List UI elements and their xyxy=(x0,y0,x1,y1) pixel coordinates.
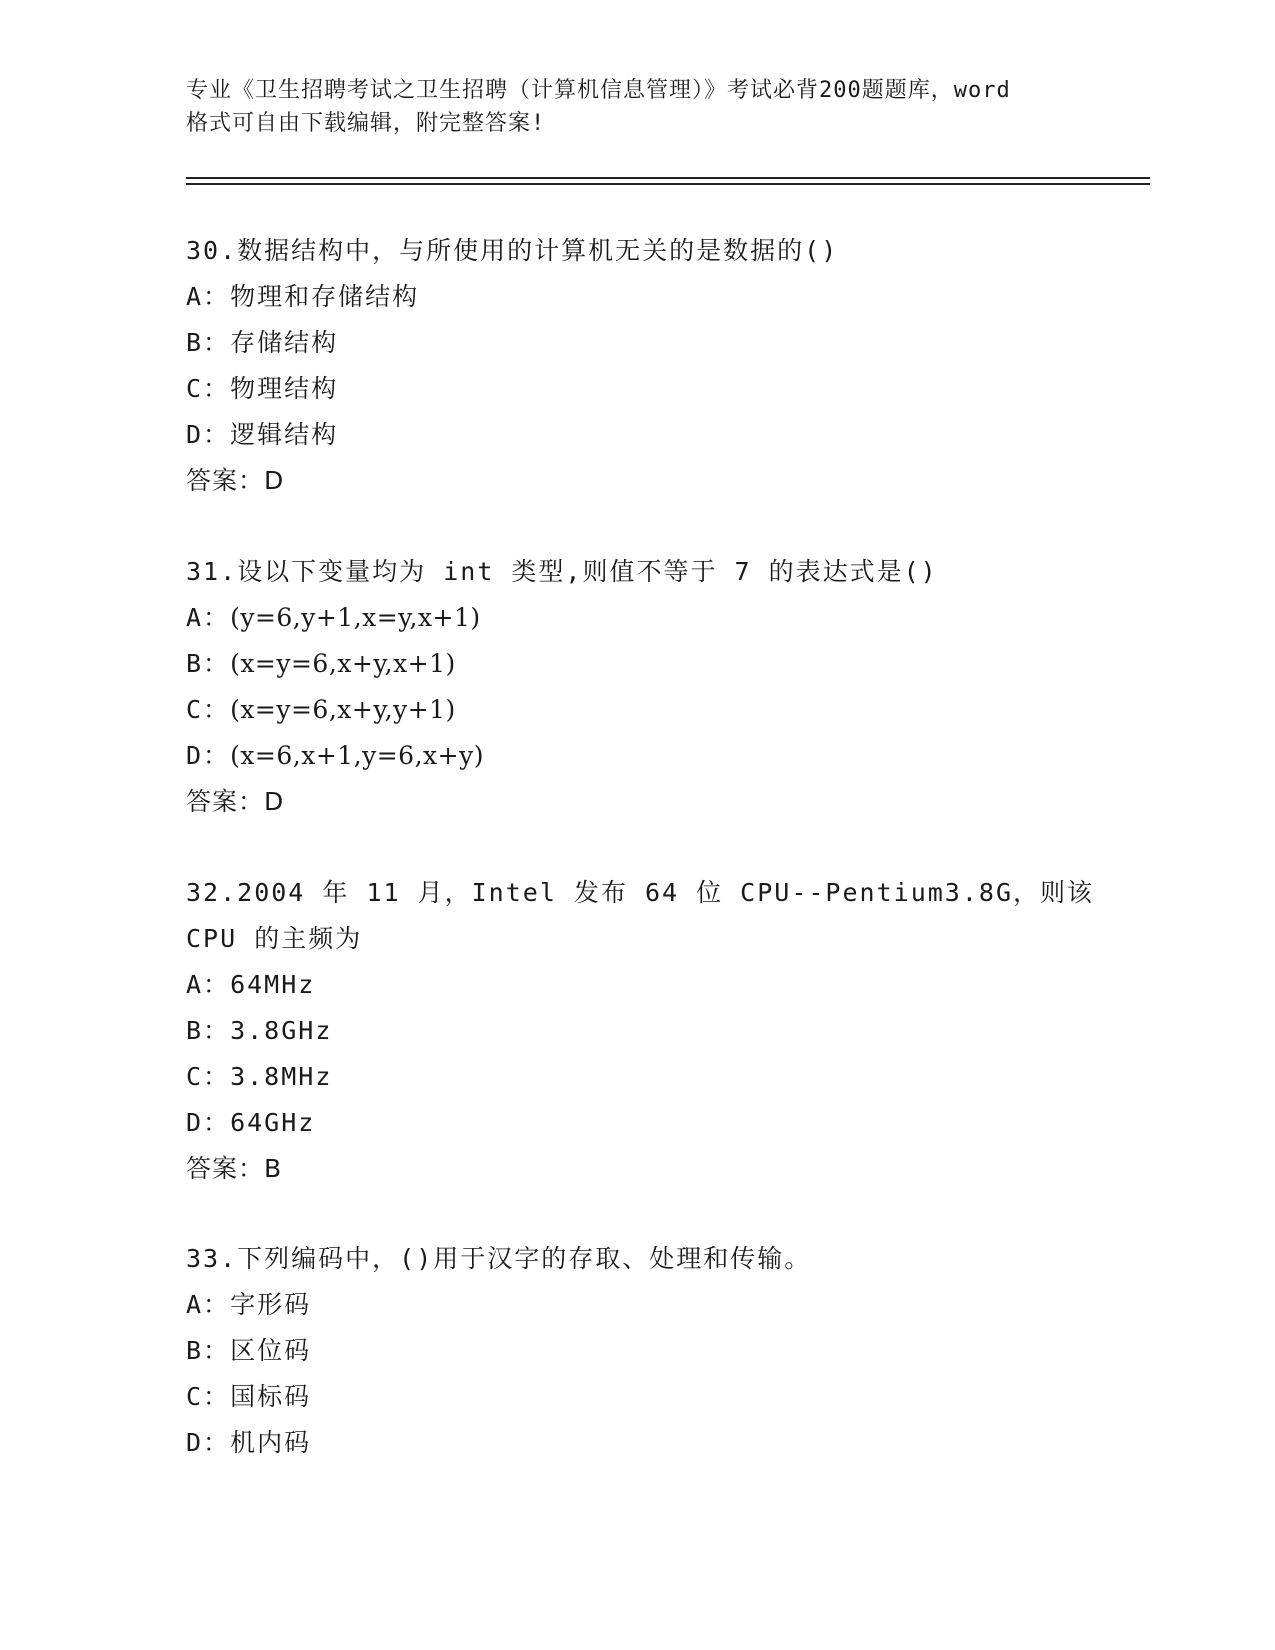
answer: 答案：B xyxy=(186,1154,283,1183)
option-d xyxy=(186,733,1106,779)
question-32 xyxy=(186,870,1106,1192)
option-b xyxy=(186,641,1106,687)
option-a xyxy=(186,1282,1106,1328)
option-text: 机内码 xyxy=(230,1428,312,1457)
option-a xyxy=(186,595,1106,641)
option-d xyxy=(186,1420,1106,1466)
option-text: 物理结构 xyxy=(230,374,339,403)
option-key: D： xyxy=(186,741,231,770)
option-key: C： xyxy=(186,374,231,403)
option-b xyxy=(186,320,1106,366)
option-key: D： xyxy=(186,420,231,449)
option-key: B： xyxy=(186,1336,231,1365)
header-line-2: 格式可自由下载编辑，附完整答案! xyxy=(186,111,546,136)
option-text: 物理和存储结构 xyxy=(230,282,420,311)
option-key: C： xyxy=(186,1062,231,1091)
option-text: 存储结构 xyxy=(230,328,339,357)
option-text: 字形码 xyxy=(230,1290,312,1319)
question-30 xyxy=(186,228,1106,504)
option-text: (x=y=6,x+y,y+1) xyxy=(230,695,456,724)
option-text: (x=6,x+1,y=6,x+y) xyxy=(230,741,484,770)
option-key: B： xyxy=(186,328,231,357)
option-text: 3.8GHz xyxy=(230,1016,333,1045)
option-key: A： xyxy=(186,282,231,311)
question-stem: 32.2004 年 11 月，Intel 发布 64 位 CPU--Pentium3.8G，则该 CPU 的主频为 xyxy=(186,878,1095,953)
option-text: 64GHz xyxy=(230,1108,316,1137)
option-key: D： xyxy=(186,1428,231,1457)
option-key: C： xyxy=(186,1382,231,1411)
option-key: C： xyxy=(186,695,231,724)
question-stem: 33.下列编码中，()用于汉字的存取、处理和传输。 xyxy=(186,1244,812,1273)
header-divider-bottom xyxy=(186,183,1150,185)
option-text: (y=6,y+1,x=y,x+1) xyxy=(230,603,481,632)
document-header xyxy=(186,74,1106,140)
header-line-1: 专业《卫生招聘考试之卫生招聘（计算机信息管理）》考试必背200题题库，word xyxy=(186,78,1011,103)
option-c xyxy=(186,687,1106,733)
option-key: A： xyxy=(186,970,231,999)
option-text: (x=y=6,x+y,x+1) xyxy=(230,649,456,678)
answer: 答案：D xyxy=(186,787,285,816)
question-stem: 30.数据结构中，与所使用的计算机无关的是数据的() xyxy=(186,236,839,265)
option-d xyxy=(186,412,1106,458)
option-key: A： xyxy=(186,603,231,632)
option-text: 区位码 xyxy=(230,1336,312,1365)
option-key: A： xyxy=(186,1290,231,1319)
option-key: B： xyxy=(186,1016,231,1045)
option-d xyxy=(186,1100,1106,1146)
option-text: 64MHz xyxy=(230,970,316,999)
option-a xyxy=(186,274,1106,320)
question-33 xyxy=(186,1236,1106,1466)
option-c xyxy=(186,366,1106,412)
option-key: D： xyxy=(186,1108,231,1137)
option-text: 国标码 xyxy=(230,1382,312,1411)
option-text: 逻辑结构 xyxy=(230,420,339,449)
option-b xyxy=(186,1008,1106,1054)
option-b xyxy=(186,1328,1106,1374)
answer: 答案：D xyxy=(186,466,285,495)
option-c xyxy=(186,1374,1106,1420)
header-divider-top xyxy=(186,177,1150,179)
option-text: 3.8MHz xyxy=(230,1062,333,1091)
question-stem: 31.设以下变量均为 int 类型,则值不等于 7 的表达式是() xyxy=(186,557,938,586)
option-c xyxy=(186,1054,1106,1100)
option-key: B： xyxy=(186,649,231,678)
option-a xyxy=(186,962,1106,1008)
question-31 xyxy=(186,549,1106,825)
